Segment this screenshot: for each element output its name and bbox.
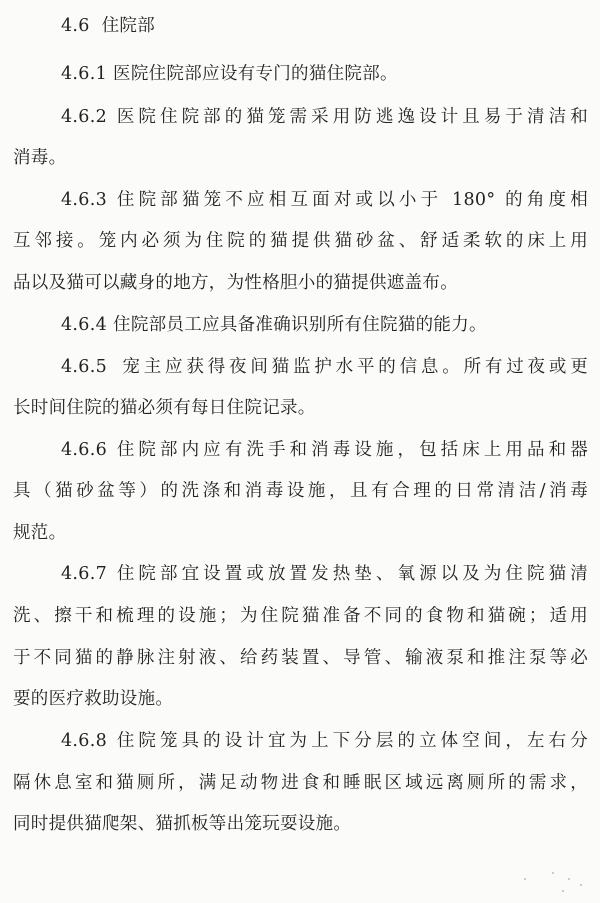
clause-text: 医院住院部应设有专门的猫住院部。 [113,64,398,84]
clause-4-6-2-line-2 [13,146,588,170]
clause-4-6-8-line-3 [13,812,588,836]
clause-text: 住院笼具的设计宜为上下分层的立体空间，左右分 [113,731,588,751]
section-title: 住院部 [101,16,156,36]
clause-text: 洗、擦干和梳理的设施；为住院猫准备不同的食物和猫碗；适用 [13,606,588,626]
clause-text: 隔休息室和猫厕所，满足动物进食和睡眠区域远离厕所的需求， [13,773,588,793]
scan-speck [568,878,570,880]
scan-speck [552,872,554,874]
clause-text: 住院部员工应具备准确识别所有住院猫的能力。 [113,315,487,335]
section-heading [61,14,155,38]
clause-4-6-3-line-2 [13,229,588,253]
clause-text: 互邻接。笼内必须为住院的猫提供猫砂盆、舒适柔软的床上用 [13,231,588,251]
scan-speck [524,878,526,880]
clause-text: 具（猫砂盆等）的洗涤和消毒设施，且有合理的日常清洁/消毒 [13,481,588,501]
clause-number: 4.6.8 [61,731,108,751]
clause-number: 4.6.1 [61,64,108,84]
clause-number: 4.6.3 [61,190,108,210]
clause-4-6-6-line-3 [13,521,588,545]
clause-number: 4.6.7 [61,564,108,584]
clause-4-6-7-line-2 [13,604,588,628]
clause-4-6-2-line-1 [13,105,588,129]
clause-4-6-4-line-1 [13,313,588,337]
clause-4-6-3-line-1 [13,188,588,212]
clause-4-6-7-line-3 [13,646,588,670]
clause-number: 4.6.5 [61,357,108,377]
clause-4-6-7-line-4 [13,687,588,711]
clause-4-6-1-line-1 [13,62,588,86]
clause-text: 消毒。 [13,148,67,168]
section-number: 4.6 [61,16,90,36]
clause-text: 品以及猫可以藏身的地方，为性格胆小的猫提供遮盖布。 [13,273,458,293]
clause-4-6-3-line-3 [13,271,588,295]
clause-text: 长时间住院的猫必须有每日住院记录。 [13,398,316,418]
clause-number: 4.6.6 [61,440,108,460]
clause-4-6-7-line-1 [13,562,588,586]
clause-text: 同时提供猫爬架、猫抓板等出笼玩耍设施。 [13,814,352,834]
clause-text: 要的医疗救助设施。 [13,689,174,709]
clause-4-6-5-line-1 [13,355,588,379]
clause-text: 住院部猫笼不应相互面对或以小于 180° 的角度相 [113,190,588,210]
clause-text: 于不同猫的静脉注射液、给药装置、导管、输液泵和推注泵等必 [13,648,588,668]
clause-text: 宠主应获得夜间猫监护水平的信息。所有过夜或更 [113,357,588,377]
clause-4-6-6-line-2 [13,479,588,503]
clause-text: 规范。 [13,523,67,543]
clause-text: 住院部内应有洗手和消毒设施，包括床上用品和器 [113,440,588,460]
clause-4-6-8-line-2 [13,771,588,795]
clause-4-6-5-line-2 [13,396,588,420]
scan-speck [562,890,564,892]
clause-text: 住院部宜设置或放置发热垫、氧源以及为住院猫清 [113,564,588,584]
clause-4-6-6-line-1 [13,438,588,462]
clause-text: 医院住院部的猫笼需采用防逃逸设计且易于清洁和 [113,107,588,127]
clause-4-6-8-line-1 [13,729,588,753]
scan-speck [580,884,582,886]
clause-number: 4.6.2 [61,107,108,127]
clause-number: 4.6.4 [61,315,108,335]
